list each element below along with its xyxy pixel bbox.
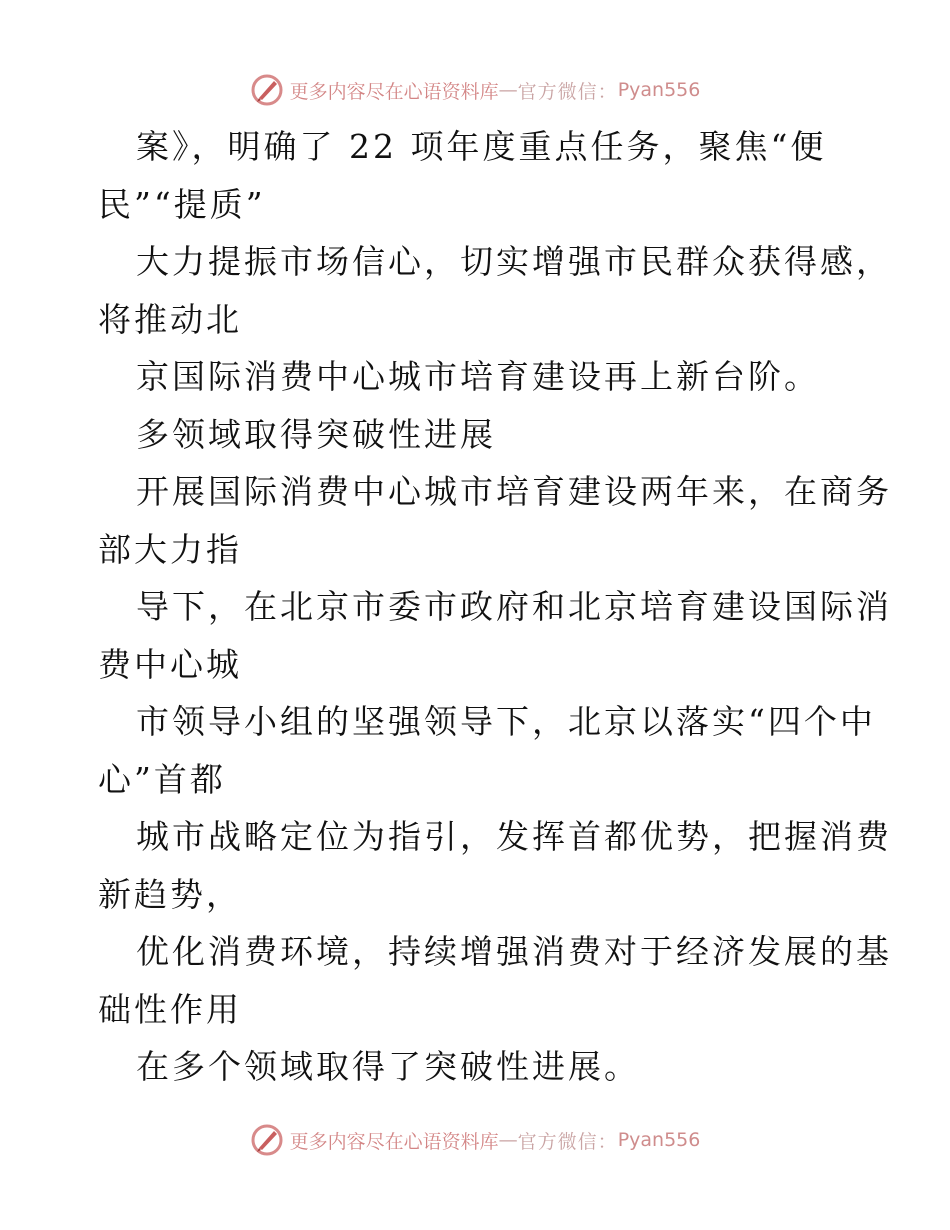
quill-logo-icon (250, 73, 284, 107)
body-line: 案》，明确了 22 项年度重点任务，聚焦“便 (136, 127, 827, 166)
footer-watermark (0, 1120, 950, 1160)
watermark-separator: — (498, 1129, 518, 1151)
body-line: 费中心城 (98, 644, 242, 684)
body-line: 大力提振市场信心，切实增强市民群众获得感， (136, 242, 892, 281)
body-line: 多领域取得突破性进展 (136, 414, 496, 454)
body-line: 新趋势， (98, 874, 242, 914)
body-line: 京国际消费中心城市培育建设再上新台阶。 (136, 357, 820, 396)
body-line: 在多个领域取得了突破性进展。 (136, 1047, 640, 1086)
document-body (98, 118, 892, 1096)
watermark-text: 更多内容尽在心语资料库 (289, 80, 499, 103)
body-line: 优化消费环境，持续增强消费对于经济发展的基 (136, 932, 892, 971)
body-line: 部大力指 (98, 529, 242, 569)
body-line: 础性作用 (98, 989, 242, 1029)
body-line: 城市战略定位为指引，发挥首都优势，把握消费 (136, 817, 892, 856)
body-line: 导下，在北京市委市政府和北京培育建设国际消 (136, 587, 892, 626)
quill-logo-icon (250, 1123, 284, 1157)
body-line: 市领导小组的坚强领导下，北京以落实“四个中 (136, 702, 876, 741)
watermark-id: Pyan556 (617, 1129, 701, 1151)
watermark-separator: — (498, 79, 518, 101)
body-line: 将推动北 (98, 299, 242, 339)
watermark-sub: 官方微信： (517, 80, 618, 103)
body-line: 开展国际消费中心城市培育建设两年来，在商务 (136, 472, 892, 511)
header-watermark (0, 70, 950, 110)
watermark-sub: 官方微信： (517, 1130, 618, 1153)
body-line: 心”首都 (98, 759, 226, 799)
watermark-id: Pyan556 (617, 79, 701, 101)
watermark-text: 更多内容尽在心语资料库 (289, 1130, 499, 1153)
body-line: 民”“提质” (98, 184, 266, 224)
